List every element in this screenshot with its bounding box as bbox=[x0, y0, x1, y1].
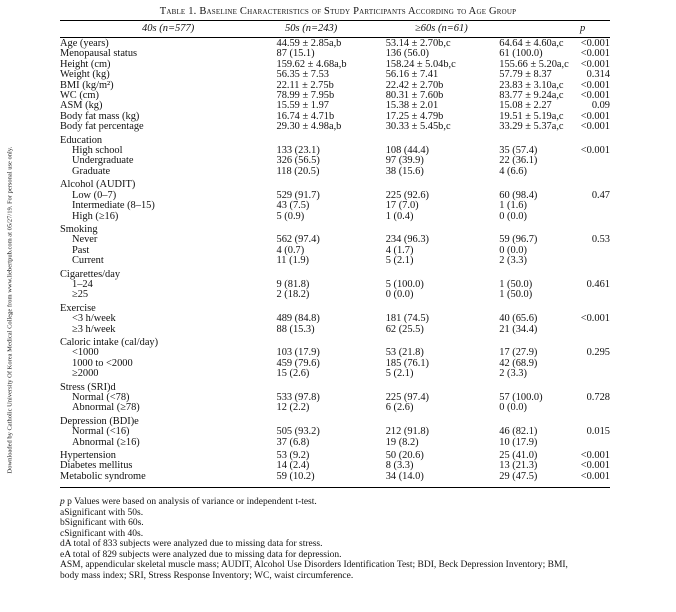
table-cell: 34 (14.0) bbox=[385, 470, 424, 482]
table-cell: <0.001 bbox=[580, 145, 610, 157]
table-cell: 33.29 ± 5.37a,c bbox=[499, 121, 564, 133]
top-rule bbox=[60, 20, 610, 21]
table-cell bbox=[569, 290, 610, 300]
table-row bbox=[60, 222, 610, 235]
table-cell: 22.42 ± 2.70b bbox=[385, 79, 444, 91]
table-cell: 35 (57.4) bbox=[499, 145, 538, 157]
table-cell: 60 (98.4) bbox=[499, 189, 538, 201]
table-cell: 12 (2.2) bbox=[276, 402, 310, 414]
table-cell: 0.461 bbox=[586, 278, 610, 290]
table-cell bbox=[569, 212, 610, 222]
table-cell: 37 (6.8) bbox=[276, 436, 310, 448]
table-cell: <0.001 bbox=[580, 48, 610, 60]
table-cell: ≥3 h/week bbox=[72, 323, 116, 335]
table-cell: 17 (7.0) bbox=[385, 200, 419, 212]
table-row bbox=[60, 267, 610, 280]
table-cell: BMI (kg/m²) bbox=[60, 79, 114, 91]
table-cell: 0.53 bbox=[591, 234, 610, 246]
table-cell: 56.16 ± 7.41 bbox=[385, 69, 439, 81]
table-cell: ≥2000 bbox=[72, 368, 99, 380]
footnote: eA total of 829 subjects were analyzed due to missing data for depression. bbox=[60, 549, 342, 560]
table-cell: 234 (96.3) bbox=[385, 234, 429, 246]
table-row bbox=[60, 167, 610, 177]
table-row bbox=[60, 448, 610, 461]
table-cell: 155.66 ± 5.20a,c bbox=[499, 58, 569, 70]
table-cell bbox=[569, 246, 610, 256]
table-row bbox=[60, 325, 610, 335]
table-cell bbox=[569, 167, 610, 177]
table-cell: 0.314 bbox=[586, 69, 610, 81]
table-row bbox=[60, 414, 610, 427]
table-cell: 87 (15.1) bbox=[276, 48, 315, 60]
table-cell: 43 (7.5) bbox=[276, 200, 310, 212]
table-cell: Alcohol (AUDIT) bbox=[60, 179, 136, 191]
table-cell: 53 (21.8) bbox=[385, 347, 424, 359]
table-cell: Metabolic syndrome bbox=[60, 470, 146, 482]
table-cell: 489 (84.8) bbox=[276, 313, 320, 325]
table-cell: 46 (82.1) bbox=[499, 426, 538, 438]
table-cell: Stress (SRI)d bbox=[60, 381, 116, 393]
table-cell: 533 (97.8) bbox=[276, 392, 320, 403]
table-cell: 529 (91.7) bbox=[276, 189, 320, 201]
footnote: ASM, appendicular skeletal muscle mass; AUDIT, Alcohol Use Disorders Identification Test; BDI, Beck Depression Inventory; BMI, bbox=[60, 560, 568, 570]
table-cell bbox=[499, 414, 568, 427]
table-cell: 4 (6.6) bbox=[499, 165, 527, 177]
table-cell: Body fat percentage bbox=[60, 121, 144, 133]
table-cell: Height (cm) bbox=[60, 58, 111, 70]
table-cell: 4 (1.7) bbox=[385, 244, 414, 256]
table-cell: 83.77 ± 9.24a,c bbox=[499, 90, 564, 102]
table-cell: <0.001 bbox=[580, 58, 610, 70]
footnote: p p Values were based on analysis of variance or independent t-test. bbox=[60, 497, 317, 507]
table-cell bbox=[569, 359, 610, 369]
table-cell bbox=[386, 133, 500, 146]
table-cell: 22 (36.1) bbox=[499, 155, 538, 167]
table-cell: 44.59 ± 2.85a,b bbox=[276, 38, 342, 49]
header-50s: 50s (n=243) bbox=[285, 23, 338, 34]
table-cell: 80.31 ± 7.60b bbox=[385, 90, 444, 102]
table-cell bbox=[499, 335, 568, 348]
table-cell: 13 (21.3) bbox=[499, 460, 538, 472]
footnote: aSignificant with 50s. bbox=[60, 507, 144, 518]
table-cell: 103 (17.9) bbox=[276, 347, 320, 359]
table-cell: Past bbox=[72, 244, 90, 256]
table-cell: 30.33 ± 5.45b,c bbox=[385, 121, 451, 133]
table-cell bbox=[386, 267, 500, 280]
table-cell: 4 (0.7) bbox=[276, 244, 305, 256]
table-cell bbox=[386, 335, 500, 348]
table-cell bbox=[499, 301, 568, 314]
download-notice: Downloaded by Catholic University Of Korea Medical College from www.liebertpub.com at 05/27/19. For personal use only. bbox=[6, 146, 14, 474]
table-row bbox=[60, 235, 610, 245]
table-row bbox=[60, 290, 610, 300]
table-cell: 42 (68.9) bbox=[499, 357, 538, 369]
table-row bbox=[60, 369, 610, 379]
table-cell: 17.25 ± 4.79b bbox=[385, 110, 444, 122]
table-cell: 59 (96.7) bbox=[499, 234, 538, 246]
table-cell bbox=[277, 267, 386, 280]
table-cell: 10 (17.9) bbox=[499, 436, 538, 448]
table-cell: 1000 to <2000 bbox=[72, 357, 133, 369]
table-cell bbox=[569, 380, 610, 393]
table-cell: Normal (<78) bbox=[72, 392, 130, 403]
table-cell: 15.38 ± 2.01 bbox=[385, 100, 439, 112]
table-cell: 5 (2.1) bbox=[385, 368, 414, 380]
table-cell: <3 h/week bbox=[72, 313, 116, 325]
table-row bbox=[60, 122, 610, 132]
table-cell: 0.015 bbox=[586, 426, 610, 438]
table-cell bbox=[386, 414, 500, 427]
table-cell: 23.83 ± 3.10a,c bbox=[499, 79, 564, 91]
table-cell: 15 (2.6) bbox=[276, 368, 310, 380]
table-row bbox=[60, 212, 610, 222]
table-row bbox=[60, 256, 610, 266]
footnote: body mass index; SRI, Stress Response Inventory; WC, waist circumference. bbox=[60, 570, 354, 581]
table-cell: Never bbox=[72, 234, 98, 246]
table-cell: 133 (23.1) bbox=[276, 145, 320, 157]
table-cell: High (≥16) bbox=[72, 210, 119, 222]
table-cell: <0.001 bbox=[580, 110, 610, 122]
table-cell bbox=[277, 133, 386, 146]
table-cell: <0.001 bbox=[580, 460, 610, 472]
table-cell: 136 (56.0) bbox=[385, 48, 429, 60]
table-cell: 25 (41.0) bbox=[499, 450, 538, 462]
table-cell: 459 (79.6) bbox=[276, 357, 320, 369]
table-cell bbox=[569, 335, 610, 348]
table-cell: 0.295 bbox=[586, 347, 610, 359]
table-cell bbox=[569, 177, 610, 190]
table-cell bbox=[277, 414, 386, 427]
table-row bbox=[60, 314, 610, 324]
table-cell: 19.51 ± 5.19a,c bbox=[499, 110, 564, 122]
table-cell: 505 (93.2) bbox=[276, 426, 320, 438]
table-cell: <0.001 bbox=[580, 79, 610, 91]
table-cell: 225 (92.6) bbox=[385, 189, 429, 201]
table-cell bbox=[499, 380, 568, 393]
table-cell: 0 (0.0) bbox=[385, 289, 414, 301]
table-cell: 0 (0.0) bbox=[499, 210, 527, 222]
table-cell: 38 (15.6) bbox=[385, 165, 424, 177]
table-cell: 185 (76.1) bbox=[385, 357, 429, 369]
table-cell: 29 (47.5) bbox=[499, 470, 538, 482]
table-cell: High school bbox=[72, 145, 123, 157]
table-cell: Intermediate (8–15) bbox=[72, 200, 155, 212]
table-cell: ≥25 bbox=[72, 289, 89, 301]
table-title: Table 1. Baseline Characteristics of Study Participants According to Age Group bbox=[159, 6, 517, 17]
table-cell: 326 (56.5) bbox=[276, 155, 320, 167]
table-cell: Abnormal (≥78) bbox=[72, 402, 140, 414]
table-cell: 1 (50.0) bbox=[499, 289, 533, 301]
table-cell: 61 (100.0) bbox=[499, 48, 543, 60]
table-cell: Body fat mass (kg) bbox=[60, 110, 140, 122]
table-cell bbox=[569, 369, 610, 379]
table-cell: 17 (27.9) bbox=[499, 347, 538, 359]
table-cell: 212 (91.8) bbox=[385, 426, 429, 438]
table-cell bbox=[277, 222, 386, 235]
table-cell bbox=[569, 222, 610, 235]
table-cell: 53.14 ± 2.70b,c bbox=[385, 38, 451, 49]
table-cell bbox=[499, 177, 568, 190]
table-cell: 1 (0.4) bbox=[385, 210, 414, 222]
table-cell bbox=[499, 267, 568, 280]
table-cell: <0.001 bbox=[580, 313, 610, 325]
table-cell: 5 (0.9) bbox=[276, 210, 305, 222]
table-cell: 562 (97.4) bbox=[276, 234, 320, 246]
table-cell: 8 (3.3) bbox=[385, 460, 414, 472]
table-cell: 1 (1.6) bbox=[499, 200, 527, 212]
table-row bbox=[60, 438, 610, 448]
table-cell bbox=[569, 267, 610, 280]
table-cell: 0.728 bbox=[586, 392, 610, 403]
table-row bbox=[60, 359, 610, 369]
table-cell bbox=[569, 438, 610, 448]
table-row bbox=[60, 301, 610, 314]
table-cell: 22.11 ± 2.75b bbox=[276, 79, 334, 91]
table-row bbox=[60, 246, 610, 256]
table-cell: WC (cm) bbox=[60, 90, 99, 102]
table-row bbox=[60, 201, 610, 211]
table-cell bbox=[277, 301, 386, 314]
table-cell: Undergraduate bbox=[72, 155, 134, 167]
table-cell: Depression (BDI)e bbox=[60, 415, 139, 427]
table-row bbox=[60, 403, 610, 413]
table-cell: 181 (74.5) bbox=[385, 313, 429, 325]
table-cell: 40 (65.6) bbox=[499, 313, 538, 325]
table-cell bbox=[386, 301, 500, 314]
table-cell: 57.79 ± 8.37 bbox=[499, 69, 552, 81]
table-cell: 78.99 ± 7.95b bbox=[276, 90, 335, 102]
table-cell: 118 (20.5) bbox=[276, 165, 320, 177]
table-cell: 88 (15.3) bbox=[276, 323, 315, 335]
table-cell: 9 (81.8) bbox=[276, 278, 310, 290]
table-cell: 108 (44.4) bbox=[385, 145, 429, 157]
table-cell: Cigarettes/day bbox=[60, 268, 121, 280]
table-cell: 5 (100.0) bbox=[385, 278, 424, 290]
table-cell: 2 (3.3) bbox=[499, 255, 527, 267]
table-cell: <0.001 bbox=[580, 121, 610, 133]
table-cell: 19 (8.2) bbox=[385, 436, 419, 448]
table-cell: <1000 bbox=[72, 347, 99, 359]
table-cell: Diabetes mellitus bbox=[60, 460, 133, 472]
table-cell: 62 (25.5) bbox=[385, 323, 424, 335]
table-cell: 29.30 ± 4.98a,b bbox=[276, 121, 342, 133]
table-cell: 57 (100.0) bbox=[499, 392, 543, 403]
table-cell: Exercise bbox=[60, 302, 96, 314]
table-row bbox=[60, 393, 610, 403]
table-cell: 0 (0.0) bbox=[499, 402, 527, 414]
table-cell: Normal (<16) bbox=[72, 426, 130, 438]
table-cell: 97 (39.9) bbox=[385, 155, 424, 167]
table-cell: ASM (kg) bbox=[60, 100, 103, 112]
table-cell: 0 (0.0) bbox=[499, 244, 527, 256]
table-cell: 16.74 ± 4.71b bbox=[276, 110, 335, 122]
table-cell: Hypertension bbox=[60, 450, 116, 462]
table-cell: 50 (20.6) bbox=[385, 450, 424, 462]
table-row bbox=[60, 380, 610, 393]
table-cell: 0.47 bbox=[591, 189, 610, 201]
header-60s: ≥60s (n=61) bbox=[415, 23, 468, 34]
table-row bbox=[60, 472, 610, 482]
table-cell: 15.08 ± 2.27 bbox=[499, 100, 552, 112]
table-cell: 0.09 bbox=[591, 100, 610, 112]
table-cell: Education bbox=[60, 134, 103, 146]
table-cell: 53 (9.2) bbox=[276, 450, 310, 462]
table-cell bbox=[569, 403, 610, 413]
baseline-table bbox=[60, 39, 610, 482]
table-cell: <0.001 bbox=[580, 450, 610, 462]
table-cell: Weight (kg) bbox=[60, 69, 110, 81]
table-cell bbox=[569, 133, 610, 146]
table-cell bbox=[499, 222, 568, 235]
table-cell: Age (years) bbox=[60, 38, 109, 49]
table-cell: <0.001 bbox=[580, 38, 610, 49]
table-cell: Graduate bbox=[72, 165, 111, 177]
table-cell: 2 (18.2) bbox=[276, 289, 310, 301]
table-cell: 56.35 ± 7.53 bbox=[276, 69, 329, 81]
table-cell: 15.59 ± 1.97 bbox=[276, 100, 329, 112]
table-cell: 5 (2.1) bbox=[385, 255, 414, 267]
footnotes bbox=[60, 497, 620, 581]
table-cell: 6 (2.6) bbox=[385, 402, 414, 414]
table-row bbox=[60, 133, 610, 146]
table-cell: Abnormal (≥16) bbox=[72, 436, 140, 448]
table-cell bbox=[277, 380, 386, 393]
table-cell: Menopausal status bbox=[60, 48, 138, 60]
table-cell bbox=[277, 177, 386, 190]
table-cell: Current bbox=[72, 255, 104, 267]
table-cell: Smoking bbox=[60, 223, 98, 235]
table-row bbox=[60, 177, 610, 190]
table-cell: 225 (97.4) bbox=[385, 392, 429, 403]
footnote: cSignificant with 40s. bbox=[60, 528, 144, 539]
footnote: bSignificant with 60s. bbox=[60, 518, 144, 528]
footnote: dA total of 833 subjects were analyzed due to missing data for stress. bbox=[60, 539, 323, 549]
table-cell bbox=[386, 380, 500, 393]
table-cell: 158.24 ± 5.04b,c bbox=[385, 58, 456, 70]
table-cell bbox=[569, 201, 610, 211]
table-cell: 11 (1.9) bbox=[276, 255, 310, 267]
header-40s: 40s (n=577) bbox=[142, 23, 195, 34]
table-cell bbox=[569, 256, 610, 266]
table-cell: Low (0–7) bbox=[72, 189, 117, 201]
table-cell bbox=[386, 177, 500, 190]
table-cell bbox=[569, 301, 610, 314]
table-cell: 1–24 bbox=[72, 278, 93, 290]
table-cell: 21 (34.4) bbox=[499, 323, 538, 335]
bottom-rule bbox=[60, 487, 610, 488]
header-p: p bbox=[580, 23, 586, 34]
table-cell bbox=[569, 414, 610, 427]
table-cell: 64.64 ± 4.60a,c bbox=[499, 38, 564, 49]
table-cell bbox=[569, 325, 610, 335]
table-row bbox=[60, 156, 610, 166]
table-cell: 2 (3.3) bbox=[499, 368, 527, 380]
table-cell: <0.001 bbox=[580, 90, 610, 102]
table-cell bbox=[569, 156, 610, 166]
table-cell: Caloric intake (cal/day) bbox=[60, 336, 159, 348]
table-cell: 59 (10.2) bbox=[276, 470, 315, 482]
table-cell bbox=[499, 133, 568, 146]
table-row bbox=[60, 335, 610, 348]
table-cell bbox=[386, 222, 500, 235]
table-cell: <0.001 bbox=[580, 470, 610, 482]
table-cell: 159.62 ± 4.68a,b bbox=[276, 58, 347, 70]
table-cell: 1 (50.0) bbox=[499, 278, 533, 290]
table-cell: 14 (2.4) bbox=[276, 460, 310, 472]
table-cell bbox=[277, 335, 386, 348]
